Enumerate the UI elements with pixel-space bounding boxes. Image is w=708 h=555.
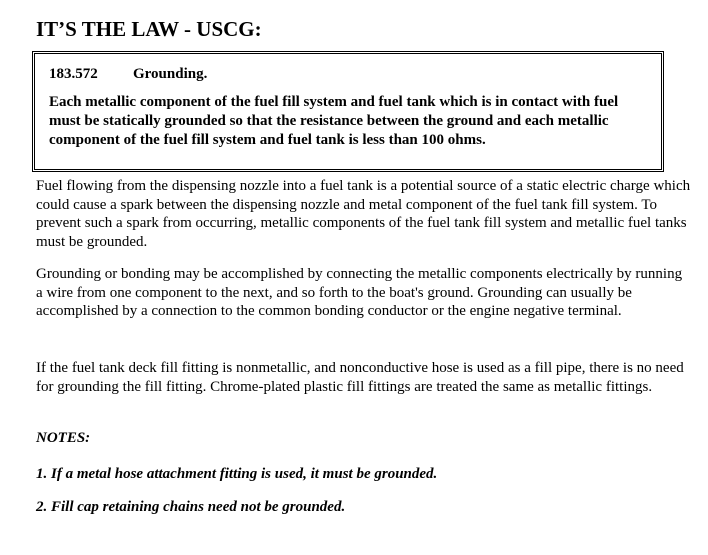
regulation-text: Each metallic component of the fuel fill system and fuel tank which is in contact with fuel must be statically grounded so that the resistance between the ground and each metallic component of the fuel fill system and fuel tank is less than 100 ohms.: [49, 94, 619, 148]
note-item: 1. If a metal hose attachment fitting is used, it must be grounded.: [36, 466, 438, 482]
page-heading: IT’S THE LAW - USCG:: [36, 17, 262, 41]
paragraph-static-charge: Fuel flowing from the dispensing nozzle into a fuel tank is a potential source of a static electric charge which could cause a spark between the dispensing nozzle and metal component of the fuel tank fill system. To prevent such a spark from occurring, metallic components of the fuel tank fill system and metallic fuel tanks must be grounded.: [36, 178, 691, 250]
regulation-header: [49, 64, 653, 84]
paragraph-grounding-method: Grounding or bonding may be accomplished by connecting the metallic components electrically by running a wire from one component to the next, and so forth to the boat's ground. Grounding can usually be accomplished by a connection to the common bonding conductor or the engine negative terminal.: [36, 266, 683, 319]
regulation-number: 183.572: [49, 66, 98, 82]
paragraph-nonmetallic-fitting: If the fuel tank deck fill fitting is nonmetallic, and nonconductive hose is used as a fill pipe, there is no need for grounding the fill fitting. Chrome-plated plastic fill fittings are treated the same as metallic fittings.: [36, 360, 684, 395]
notes-title: NOTES:: [36, 430, 91, 446]
regulation-content: [49, 64, 653, 150]
note-item: 2. Fill cap retaining chains need not be grounded.: [36, 499, 346, 515]
regulation-title: Grounding.: [133, 66, 208, 82]
regulation-box: [32, 51, 664, 172]
